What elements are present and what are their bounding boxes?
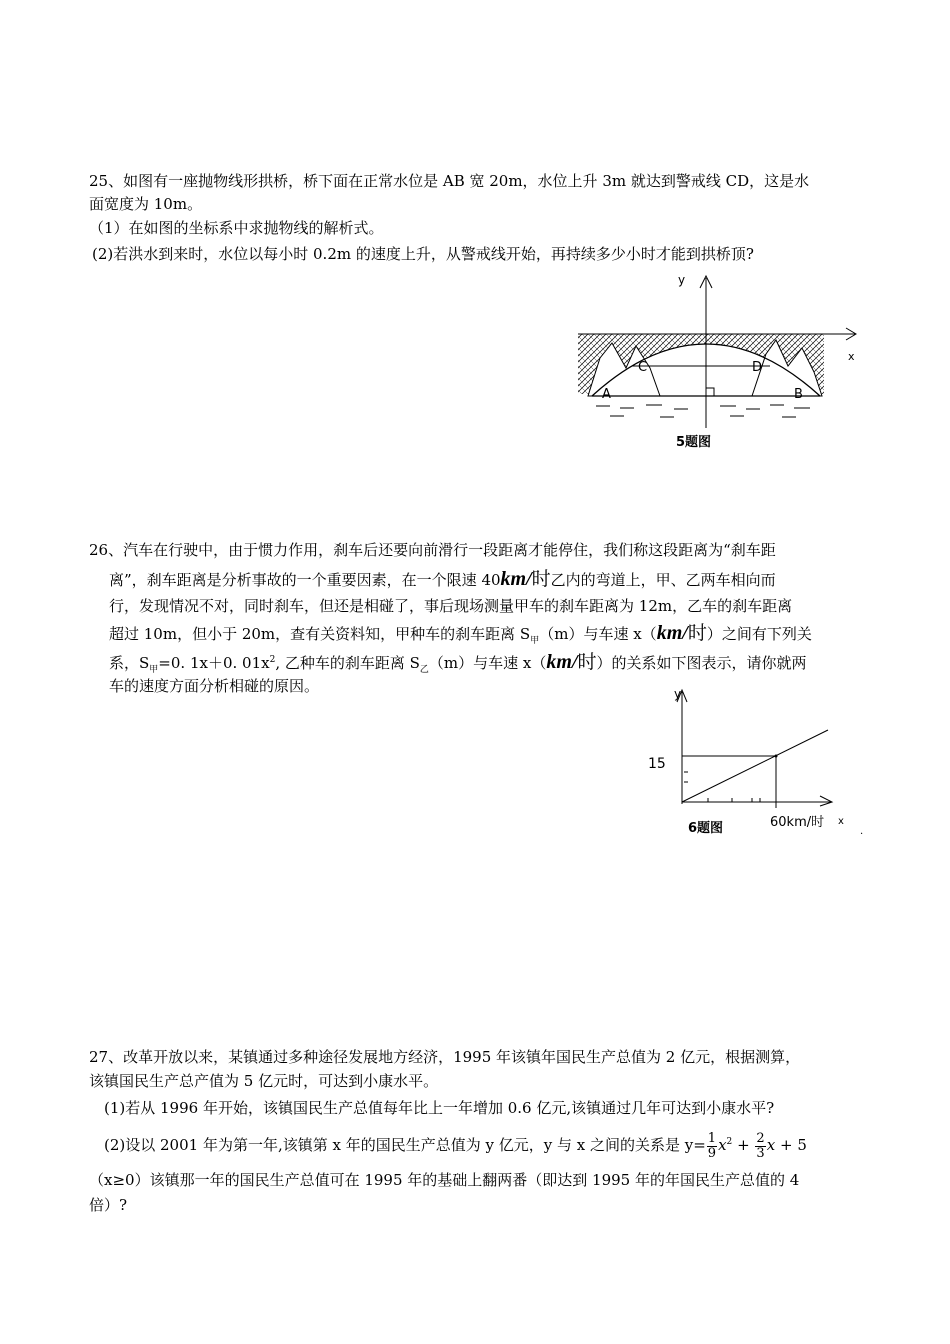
- q27-fraction-1-9: [707, 1132, 717, 1161]
- q26-line5-sub: 甲: [149, 665, 159, 675]
- q26-line4-text-b: （m）与车速 x（: [539, 625, 657, 643]
- q27-text-line3: （x≥0）该镇那一年的国民生产总值可在 1995 年的基础上翻两番（即达到 1995 年的年国民生产总值的 4: [89, 1171, 800, 1189]
- unit-hour: 时: [577, 651, 597, 673]
- q26-speed-unit-1: [501, 568, 551, 590]
- frac1-den: 9: [707, 1145, 717, 1161]
- q26-line5-text-e: ）的关系如下图表示，请你就两: [596, 654, 807, 672]
- q27-fraction-2-3: [755, 1132, 765, 1161]
- frac2-den: 3: [756, 1145, 765, 1161]
- unit-slash: /: [571, 651, 578, 673]
- q25-bridge-figure: [570, 268, 870, 453]
- q25-water-dashes: [596, 405, 810, 417]
- q27-exponent: 2: [726, 1137, 733, 1147]
- q27-part2-text: (2)设以 2001 年为第一年,该镇第 x 年的国民生产总值为 y 亿元，y 与 x 之间的关系是 y: [104, 1136, 694, 1154]
- q25-part2: (2)若洪水到来时，水位以每小时 0.2m 的速度上升，从警戒线开始，再持续多少小时才能到拱桥顶?: [92, 245, 754, 263]
- q26-y-label: y: [674, 687, 682, 701]
- q25-point-b: B: [794, 387, 803, 402]
- q26-text-line2: [109, 566, 776, 593]
- q26-line4-text-a: 超过 10m，但小于 20m，查有关资料知，甲种车的刹车距离 S: [109, 625, 531, 643]
- q25-part1: （1）在如图的坐标系中求抛物线的解析式。: [89, 219, 384, 237]
- q25-hatched-bank: [578, 334, 824, 396]
- q27-plus-1: +: [737, 1136, 750, 1154]
- q26-distance-chart: [640, 686, 870, 840]
- q26-line4-sub: 甲: [530, 636, 540, 646]
- q27-text-line2: 该镇国民生产总产值为 5 亿元时，可达到小康水平。: [89, 1072, 439, 1090]
- q27-equals: =: [693, 1136, 706, 1154]
- unit-hour: 时: [687, 622, 707, 644]
- q27-x-var: x: [718, 1136, 727, 1154]
- q25-point-a: A: [602, 387, 611, 402]
- frac1-num: 1: [707, 1130, 717, 1146]
- unit-slash: /: [526, 568, 532, 590]
- q25-text-line1: 25、如图有一座抛物线形拱桥，桥下面在正常水位是 AB 宽 20m，水位上升 3m 就达到警戒线 CD，这是水: [89, 172, 810, 190]
- q26-speed-unit-3: [546, 651, 596, 673]
- unit-hour: 时: [531, 568, 551, 590]
- q26-text-line1: 26、汽车在行驶中，由于惯力作用，刹车后还要向前滑行一段距离才能停住，我们称这段距离为“刹车距: [89, 541, 776, 559]
- q26-line5-sup: 2: [269, 655, 276, 665]
- unit-km: km: [546, 651, 572, 673]
- q27-plus-2: +: [779, 1136, 793, 1154]
- q26-line5-text-a: 系，S: [109, 654, 150, 672]
- stray-dot: .: [860, 826, 864, 837]
- q26-line5-sub2: 乙: [419, 665, 429, 675]
- q26-line5-text-b: =0. 1x＋0. 01x: [158, 654, 270, 672]
- q26-text-line3: 行，发现情况不对，同时刹车，但还是相碰了，事后现场测量甲车的刹车距离为 12m，乙车的刹车距离: [109, 597, 793, 615]
- q27-text-line4: 倍）?: [89, 1196, 128, 1214]
- q26-x-tick-60: 60km/时: [770, 815, 825, 830]
- unit-km: km: [656, 622, 683, 644]
- q26-speed-unit-2: [657, 622, 707, 644]
- q27-x-term: x: [766, 1136, 776, 1154]
- q26-chart-caption: 6题图: [688, 821, 724, 836]
- q26-line5-text-d: （m）与车速 x（: [428, 654, 547, 672]
- q26-y-ticks: [684, 772, 688, 782]
- frac2-num: 2: [756, 1130, 765, 1146]
- q26-point-60-15: [775, 755, 778, 758]
- q26-x-ticks: [708, 798, 776, 802]
- q25-text-line2: 面宽度为 10m。: [89, 195, 203, 213]
- q27-text-line1: 27、改革开放以来，某镇通过多种途径发展地方经济，1995 年该镇年国民生产总值为 2 亿元，根据测算，: [89, 1048, 801, 1066]
- q26-line2-text-a: 离”，刹车距离是分析事故的一个重要因素，在一个限速 40: [109, 571, 501, 589]
- q26-line5-text-c: , 乙种车的刹车距离 S: [275, 654, 420, 672]
- q26-x-label: x: [838, 816, 844, 827]
- q26-y-tick-15: 15: [648, 756, 666, 772]
- q25-point-d: D: [752, 360, 763, 375]
- unit-km: km: [500, 568, 527, 590]
- q25-x-label: x: [848, 350, 855, 363]
- unit-slash: /: [682, 622, 688, 644]
- q25-y-label: y: [678, 273, 686, 287]
- q27-const: 5: [797, 1136, 807, 1154]
- q25-point-c: C: [638, 360, 648, 375]
- q26-line2-text-b: 乙内的弯道上，甲、乙两车相向而: [550, 571, 776, 589]
- q26-text-line6: 车的速度方面分析相碰的原因。: [109, 677, 320, 695]
- q25-figure-caption: 5题图: [676, 435, 712, 450]
- q26-line4-text-c: ）之间有下列关: [706, 625, 812, 643]
- q26-distance-line: [682, 730, 828, 802]
- q27-part2: [104, 1124, 807, 1163]
- q27-part1: (1)若从 1996 年开始，该镇国民生产总值每年比上一年增加 0.6 亿元,该镇通过几年可达到小康水平?: [104, 1099, 775, 1117]
